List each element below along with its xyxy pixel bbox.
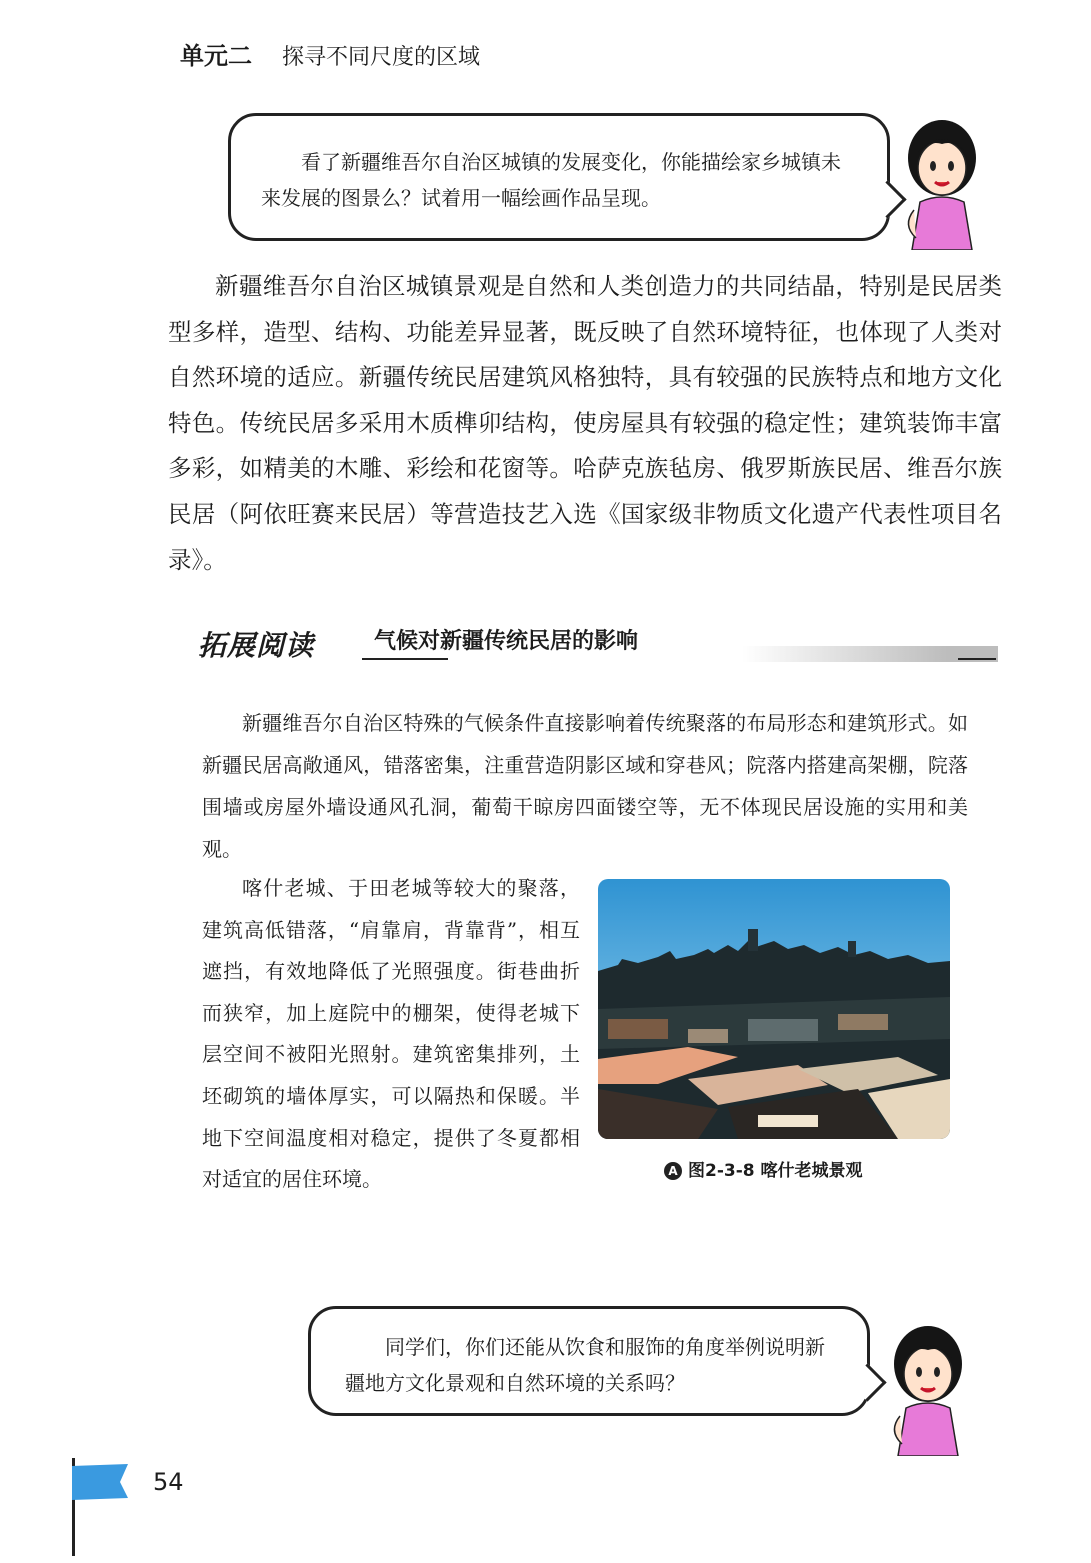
girl-illustration-top <box>892 110 992 250</box>
figure-caption <box>664 1156 863 1181</box>
title-rule <box>362 658 448 660</box>
figure-caption-text: 图2-3-8 喀什老城景观 <box>688 1161 863 1181</box>
kashgar-old-city-photo <box>598 879 950 1139</box>
page-header <box>180 36 480 71</box>
extended-paragraph-2-text: 喀什老城、于田老城等较大的聚落，建筑高低错落，“肩靠肩，背靠背”，相互遮挡，有效地降低了光照强度。街巷曲折而狭窄，加上庭院中的棚架，使得老城下层空间不被阳光照射。建筑密集排列，土坯砌筑的墙体厚实，可以隔热和保暖。半地下空间温度相对稳定，提供了冬夏都相对适宜的居住环境。 <box>202 876 580 1192</box>
speech-bubble-bottom <box>308 1306 870 1416</box>
main-paragraph <box>168 264 1002 583</box>
caption-marker-icon: A <box>664 1162 682 1180</box>
girl-illustration-bottom <box>878 1316 978 1456</box>
main-paragraph-text: 新疆维吾尔自治区城镇景观是自然和人类创造力的共同结晶，特别是民居类型多样，造型、结构、功能差异显著，既反映了自然环境特征，也体现了人类对自然环境的适应。新疆传统民居建筑风格独特，具有较强的民族特点和地方文化特色。传统民居多采用木质榫卯结构，使房屋具有较强的稳定性；建筑装饰丰富多彩，如精美的木雕、彩绘和花窗等。哈萨克族毡房、俄罗斯族民居、维吾尔族民居（阿依旺赛来民居）等营造技艺入选《国家级非物质文化遗产代表性项目名录》。 <box>168 272 1002 574</box>
extended-reading-label: 拓展阅读 <box>198 629 315 662</box>
title-rule-end <box>958 658 996 660</box>
extended-reading-title: 气候对新疆传统民居的影响 <box>374 629 639 654</box>
extended-paragraph-2 <box>202 868 580 1201</box>
speech-bubble-top <box>228 113 890 241</box>
extended-paragraph-1 <box>202 702 968 870</box>
bubble-bottom-text: 同学们，你们还能从饮食和服饰的角度举例说明新疆地方文化景观和自然环境的关系吗？ <box>345 1335 825 1395</box>
bubble-top-text: 看了新疆维吾尔自治区城镇的发展变化，你能描绘家乡城镇未来发展的图景么？试着用一幅绘画作品呈现。 <box>261 150 841 210</box>
unit-label: 单元二 <box>180 42 252 70</box>
page-number: 54 <box>153 1468 184 1496</box>
extended-paragraph-1-text: 新疆维吾尔自治区特殊的气候条件直接影响着传统聚落的布局形态和建筑形式。如新疆民居高敞通风，错落密集，注重营造阴影区域和穿巷风；院落内搭建高架棚，院落围墙或房屋外墙设通风孔洞，葡萄干晾房四面镂空等，无不体现民居设施的实用和美观。 <box>202 711 968 861</box>
unit-title: 探寻不同尺度的区域 <box>282 45 481 70</box>
page-flag-icon <box>68 1462 132 1502</box>
